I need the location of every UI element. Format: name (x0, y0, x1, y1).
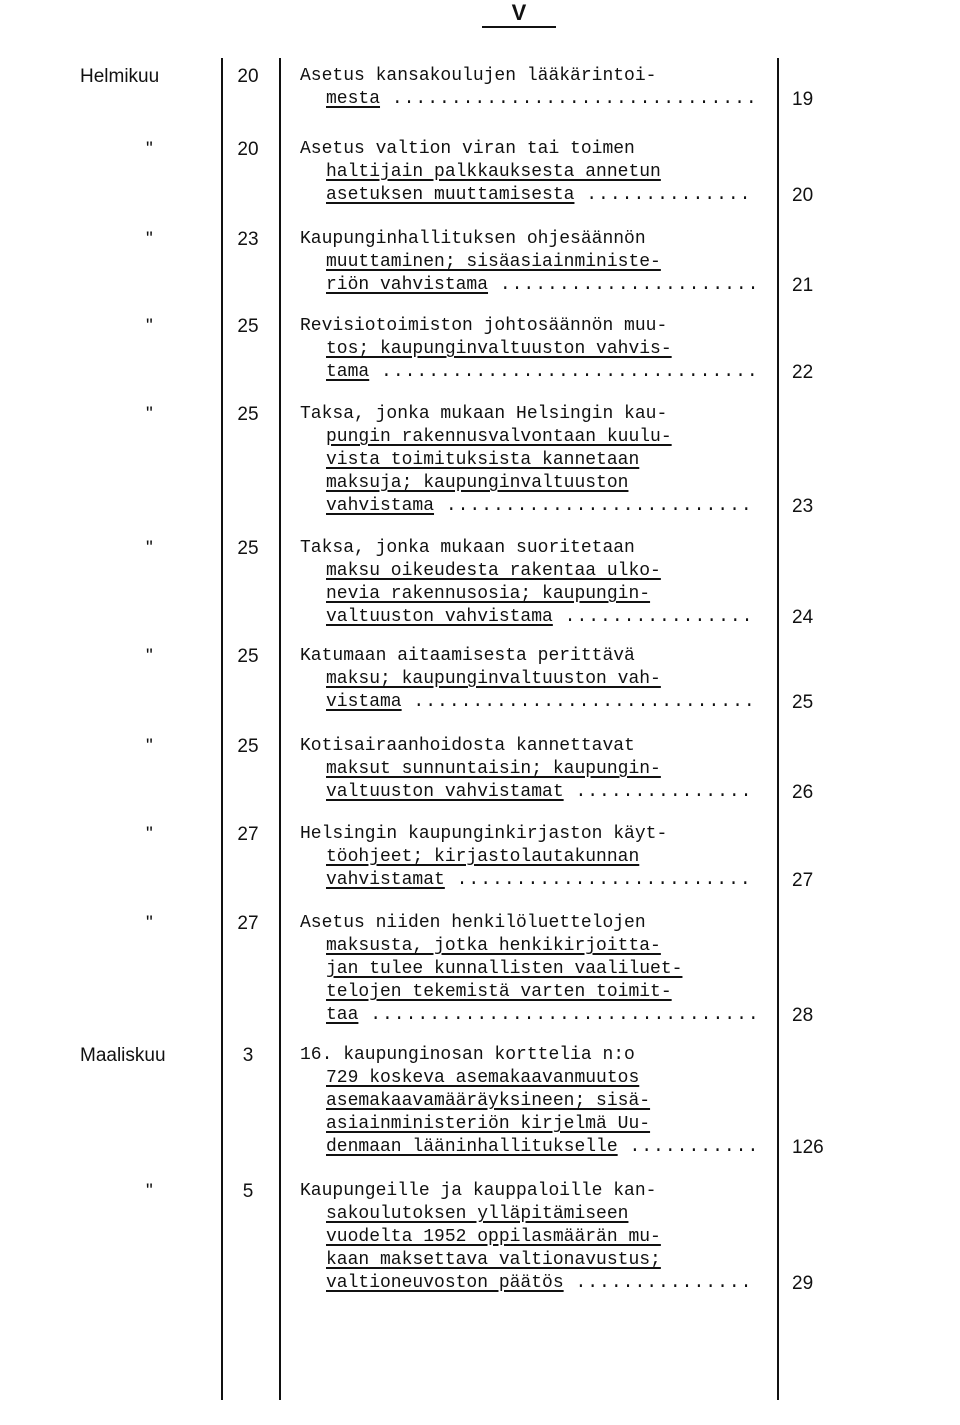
entry-title-line: Taksa, jonka mukaan Helsingin kau- (300, 404, 668, 424)
entry-month: " (146, 646, 153, 667)
entry-title-line: vuodelta 1952 oppilasmäärän mu- (326, 1227, 661, 1247)
dot-leader: ................................ (369, 362, 759, 382)
entry-title-line: muuttaminen; sisäasiainministe- (326, 252, 661, 272)
entry-day: 25 (237, 646, 259, 667)
entry-month: " (146, 538, 153, 559)
entry-page-number: 126 (792, 1137, 824, 1158)
entry-month: " (146, 824, 153, 845)
entry-day: 20 (237, 139, 259, 160)
entry-title-line: Asetus niiden henkilöluettelojen (300, 913, 646, 933)
entry-day: 25 (237, 736, 259, 757)
entry-title-line: valtuuston vahvistamat ............... (326, 782, 753, 802)
entry-title (300, 138, 762, 207)
entry-title-line: asetuksen muuttamisesta .............. (326, 185, 752, 205)
entry-title-line: Revisiotoimiston johtosäännön muu- (300, 316, 668, 336)
dot-leader: ............................. (401, 692, 756, 712)
entry-title-line: mesta ............................... (326, 89, 758, 109)
page-marker (482, 0, 556, 26)
entry-title-line: vistama ............................. (326, 692, 756, 712)
entry-title-line: valtioneuvoston päätös ............... (326, 1273, 753, 1293)
entry-title (300, 228, 762, 297)
column-divider-day (221, 58, 223, 1400)
entry-page-number: 27 (792, 870, 814, 891)
entry-title-line: vahvistama .......................... (326, 496, 753, 516)
entry-page-number: 19 (792, 89, 814, 110)
entry-title-line: nevia rakennusosia; kaupungin- (326, 584, 651, 604)
entry-title (300, 537, 762, 629)
entry-title-line: Asetus kansakoulujen lääkärintoi- (300, 66, 657, 86)
dot-leader: ......................... (444, 870, 752, 890)
entry-month: " (146, 404, 153, 425)
entry-day: 25 (237, 316, 259, 337)
entry-title-line: denmaan lääninhallitukselle ........... (326, 1137, 760, 1157)
entry-title-line: vista toimituksista kannetaan (326, 450, 640, 470)
entry-title-line: maksut sunnuntaisin; kaupungin- (326, 759, 661, 779)
page-marker-underline (482, 26, 556, 28)
entry-title-line: maksuja; kaupunginvaltuuston (326, 473, 629, 493)
entry-day: 5 (242, 1181, 254, 1202)
dot-leader: ...................... (488, 275, 760, 295)
dot-leader: ............................... (380, 89, 758, 109)
entry-title-line: taa ................................. (326, 1005, 760, 1025)
entry-page-number: 20 (792, 185, 814, 206)
entry-month: " (146, 139, 153, 160)
entry-title-line: kaan maksettava valtionavustus; (326, 1250, 661, 1270)
entry-title-line: tos; kaupunginvaltuuston vahvis- (326, 339, 672, 359)
entry-title-line: sakoulutoksen ylläpitämiseen (326, 1204, 629, 1224)
entry-title-line: maksusta, jotka henkikirjoitta- (326, 936, 661, 956)
entry-title-line: asiainministeriön kirjelmä Uu- (326, 1114, 651, 1134)
entry-title-line: töohjeet; kirjastolautakunnan (326, 847, 640, 867)
entry-title-line: riön vahvistama ...................... (326, 275, 760, 295)
entry-title (300, 645, 762, 714)
column-divider-title (279, 58, 281, 1400)
entry-day: 25 (237, 538, 259, 559)
entry-page-number: 21 (792, 275, 814, 296)
entry-day: 3 (242, 1045, 254, 1066)
entry-title-line: pungin rakennusvalvontaan kuulu- (326, 427, 672, 447)
entry-title-line: valtuuston vahvistama ................ (326, 607, 754, 627)
page-marker-label: V (511, 0, 527, 25)
entry-page-number: 28 (792, 1005, 814, 1026)
entry-title (300, 735, 762, 804)
entry-title-line: maksu oikeudesta rakentaa ulko- (326, 561, 661, 581)
entry-title-line: Asetus valtion viran tai toimen (300, 139, 635, 159)
dot-leader: ........... (617, 1137, 760, 1157)
entry-page-number: 26 (792, 782, 814, 803)
entry-page-number: 24 (792, 607, 814, 628)
entry-title-line: tama ................................ (326, 362, 759, 382)
entry-month: Maaliskuu (80, 1045, 166, 1066)
dot-leader: .......................... (434, 496, 753, 516)
entry-title-line: jan tulee kunnallisten vaaliluet- (326, 959, 683, 979)
entry-month: Helmikuu (80, 66, 160, 87)
entry-title (300, 1044, 762, 1159)
entry-month: " (146, 913, 153, 934)
entry-day: 27 (237, 824, 259, 845)
entry-title-line: asemakaavamääräyksineen; sisä- (326, 1091, 651, 1111)
entry-title-line: haltijain palkkauksesta annetun (326, 162, 661, 182)
entry-title-line: Katumaan aitaamisesta perittävä (300, 646, 635, 666)
entry-title-line: 16. kaupunginosan korttelia n:o (300, 1045, 635, 1065)
entry-title (300, 65, 762, 111)
entry-month: " (146, 316, 153, 337)
entry-month: " (146, 229, 153, 250)
entry-title-line: vahvistamat ......................... (326, 870, 752, 890)
entry-title-line: 729 koskeva asemakaavanmuutos (326, 1068, 640, 1088)
entry-title-line: Helsingin kaupunginkirjaston käyt- (300, 824, 668, 844)
dot-leader: ................ (552, 607, 754, 627)
entry-day: 25 (237, 404, 259, 425)
entry-title (300, 823, 762, 892)
entry-title-line: Kaupungeille ja kauppaloille kan- (300, 1181, 657, 1201)
entry-title-line: maksu; kaupunginvaltuuston vah- (326, 669, 661, 689)
dot-leader: ................................. (358, 1005, 760, 1025)
entry-page-number: 25 (792, 692, 814, 713)
entry-title (300, 403, 762, 518)
entry-day: 20 (237, 66, 259, 87)
dot-leader: ............... (563, 782, 753, 802)
entry-title-line: Taksa, jonka mukaan suoritetaan (300, 538, 635, 558)
entry-title-line: Kotisairaanhoidosta kannettavat (300, 736, 635, 756)
entry-title (300, 1180, 762, 1295)
entry-title-line: Kaupunginhallituksen ohjesäännön (300, 229, 646, 249)
dot-leader: .............. (574, 185, 752, 205)
entry-title (300, 315, 762, 384)
entry-title (300, 912, 762, 1027)
entry-title-line: telojen tekemistä varten toimit- (326, 982, 672, 1002)
entry-page-number: 29 (792, 1273, 814, 1294)
entry-day: 27 (237, 913, 259, 934)
entry-day: 23 (237, 229, 259, 250)
entry-page-number: 23 (792, 496, 814, 517)
entry-page-number: 22 (792, 362, 814, 383)
entry-month: " (146, 1181, 153, 1202)
column-divider-page (777, 58, 779, 1400)
dot-leader: ............... (563, 1273, 753, 1293)
entry-month: " (146, 736, 153, 757)
